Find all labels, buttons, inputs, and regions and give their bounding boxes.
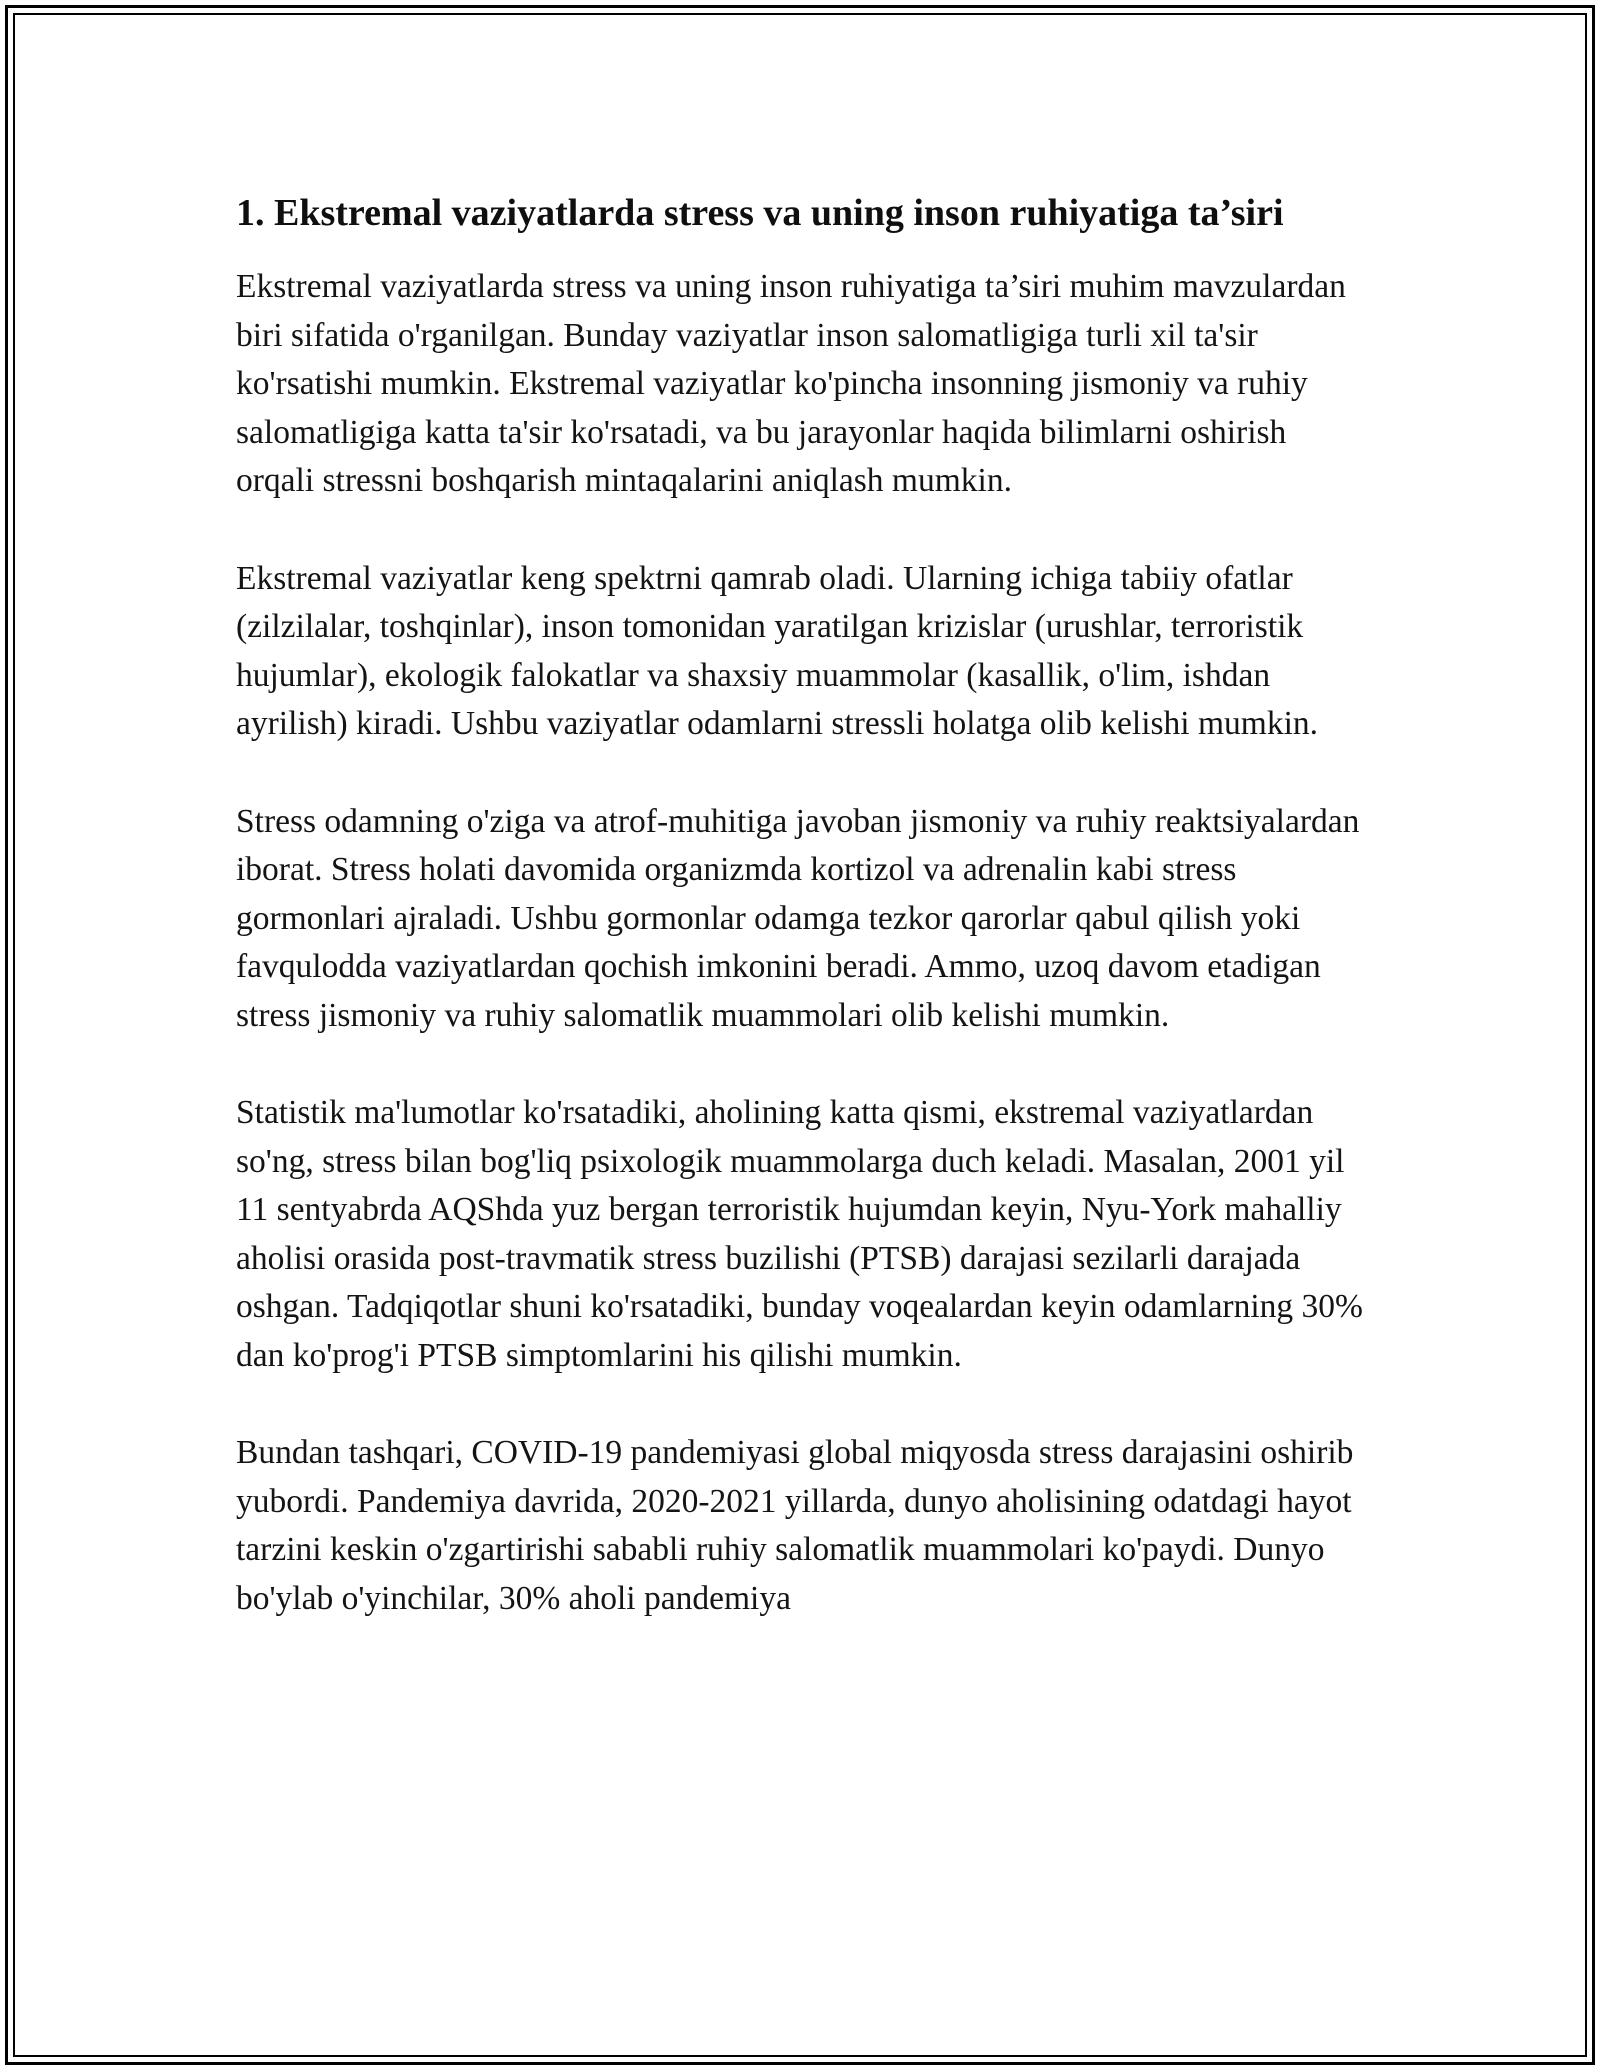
paragraph-1: Ekstremal vaziyatlarda stress va uning inson ruhiyatiga ta’siri muhim mavzulardan biri sifatida o'rganilgan. Bunday vaziyatlar inson salomatligiga turli xil ta'sir ko'rsatishi mumkin. Ekstremal vaziyatlar ko'pincha insonning jismoniy va ruhiy salomatligiga katta ta'sir ko'rsatadi, va bu jarayonlar haqida bilimlarni oshirish orqali stressni boshqarish mintaqalarini aniqlash mumkin.	[236, 268, 1346, 499]
paragraph-3: Stress odamning o'ziga va atrof-muhitiga javoban jismoniy va ruhiy reaktsiyalardan iborat. Stress holati davomida organizmda kortizol va adrenalin kabi stress gormonlari ajraladi. Ushbu gormonlar odamga tezkor qarorlar qabul qilish yoki favqulodda vaziyatlardan qochish imkonini beradi. Ammo, uzoq davom etadigan stress jismoniy va ruhiy salomatlik muammolari olib kelishi mumkin.	[236, 802, 1360, 1034]
paragraph-5: Bundan tashqari, COVID-19 pandemiyasi global miqyosda stress darajasini oshirib yubordi. Pandemiya davrida, 2020-2021 yillarda, dunyo aholisining odatdagi hayot tarzini keskin o'zgartirishi sababli ruhiy salomatlik muammolari ko'paydi. Dunyo bo'ylab o'yinchilar, 30% aholi pandemiya	[236, 1434, 1354, 1617]
paragraph-2: Ekstremal vaziyatlar keng spektrni qamrab oladi. Ularning ichiga tabiiy ofatlar (zilzilalar, toshqinlar), inson tomonidan yaratilgan krizislar (urushlar, terroristik hujumlar), ekologik falokatlar va shaxsiy muammolar (kasallik, o'lim, ishdan ayrilish) kiradi. Ushbu vaziyatlar odamlarni stressli holatga olib kelishi mumkin.	[236, 559, 1319, 742]
document-body	[236, 186, 1366, 1672]
section-heading: 1. Ekstremal vaziyatlarda stress va uning inson ruhiyatiga ta’siri	[236, 192, 1284, 234]
paragraph-4: Statistik ma'lumotlar ko'rsatadiki, aholining katta qismi, ekstremal vaziyatlardan so'ng, stress bilan bog'liq psixologik muammolarga duch keladi. Masalan, 2001 yil 11 sentyabrda AQShda yuz bergan terroristik hujumdan keyin, Nyu-York mahalliy aholisi orasida post-travmatik stress buzilishi (PTSB) darajasi sezilarli darajada oshgan. Tadqiqotlar shuni ko'rsatadiki, bunday voqealardan keyin odamlarning 30% dan ko'prog'i PTSB simptomlarini his qilishi mumkin.	[236, 1094, 1363, 1374]
